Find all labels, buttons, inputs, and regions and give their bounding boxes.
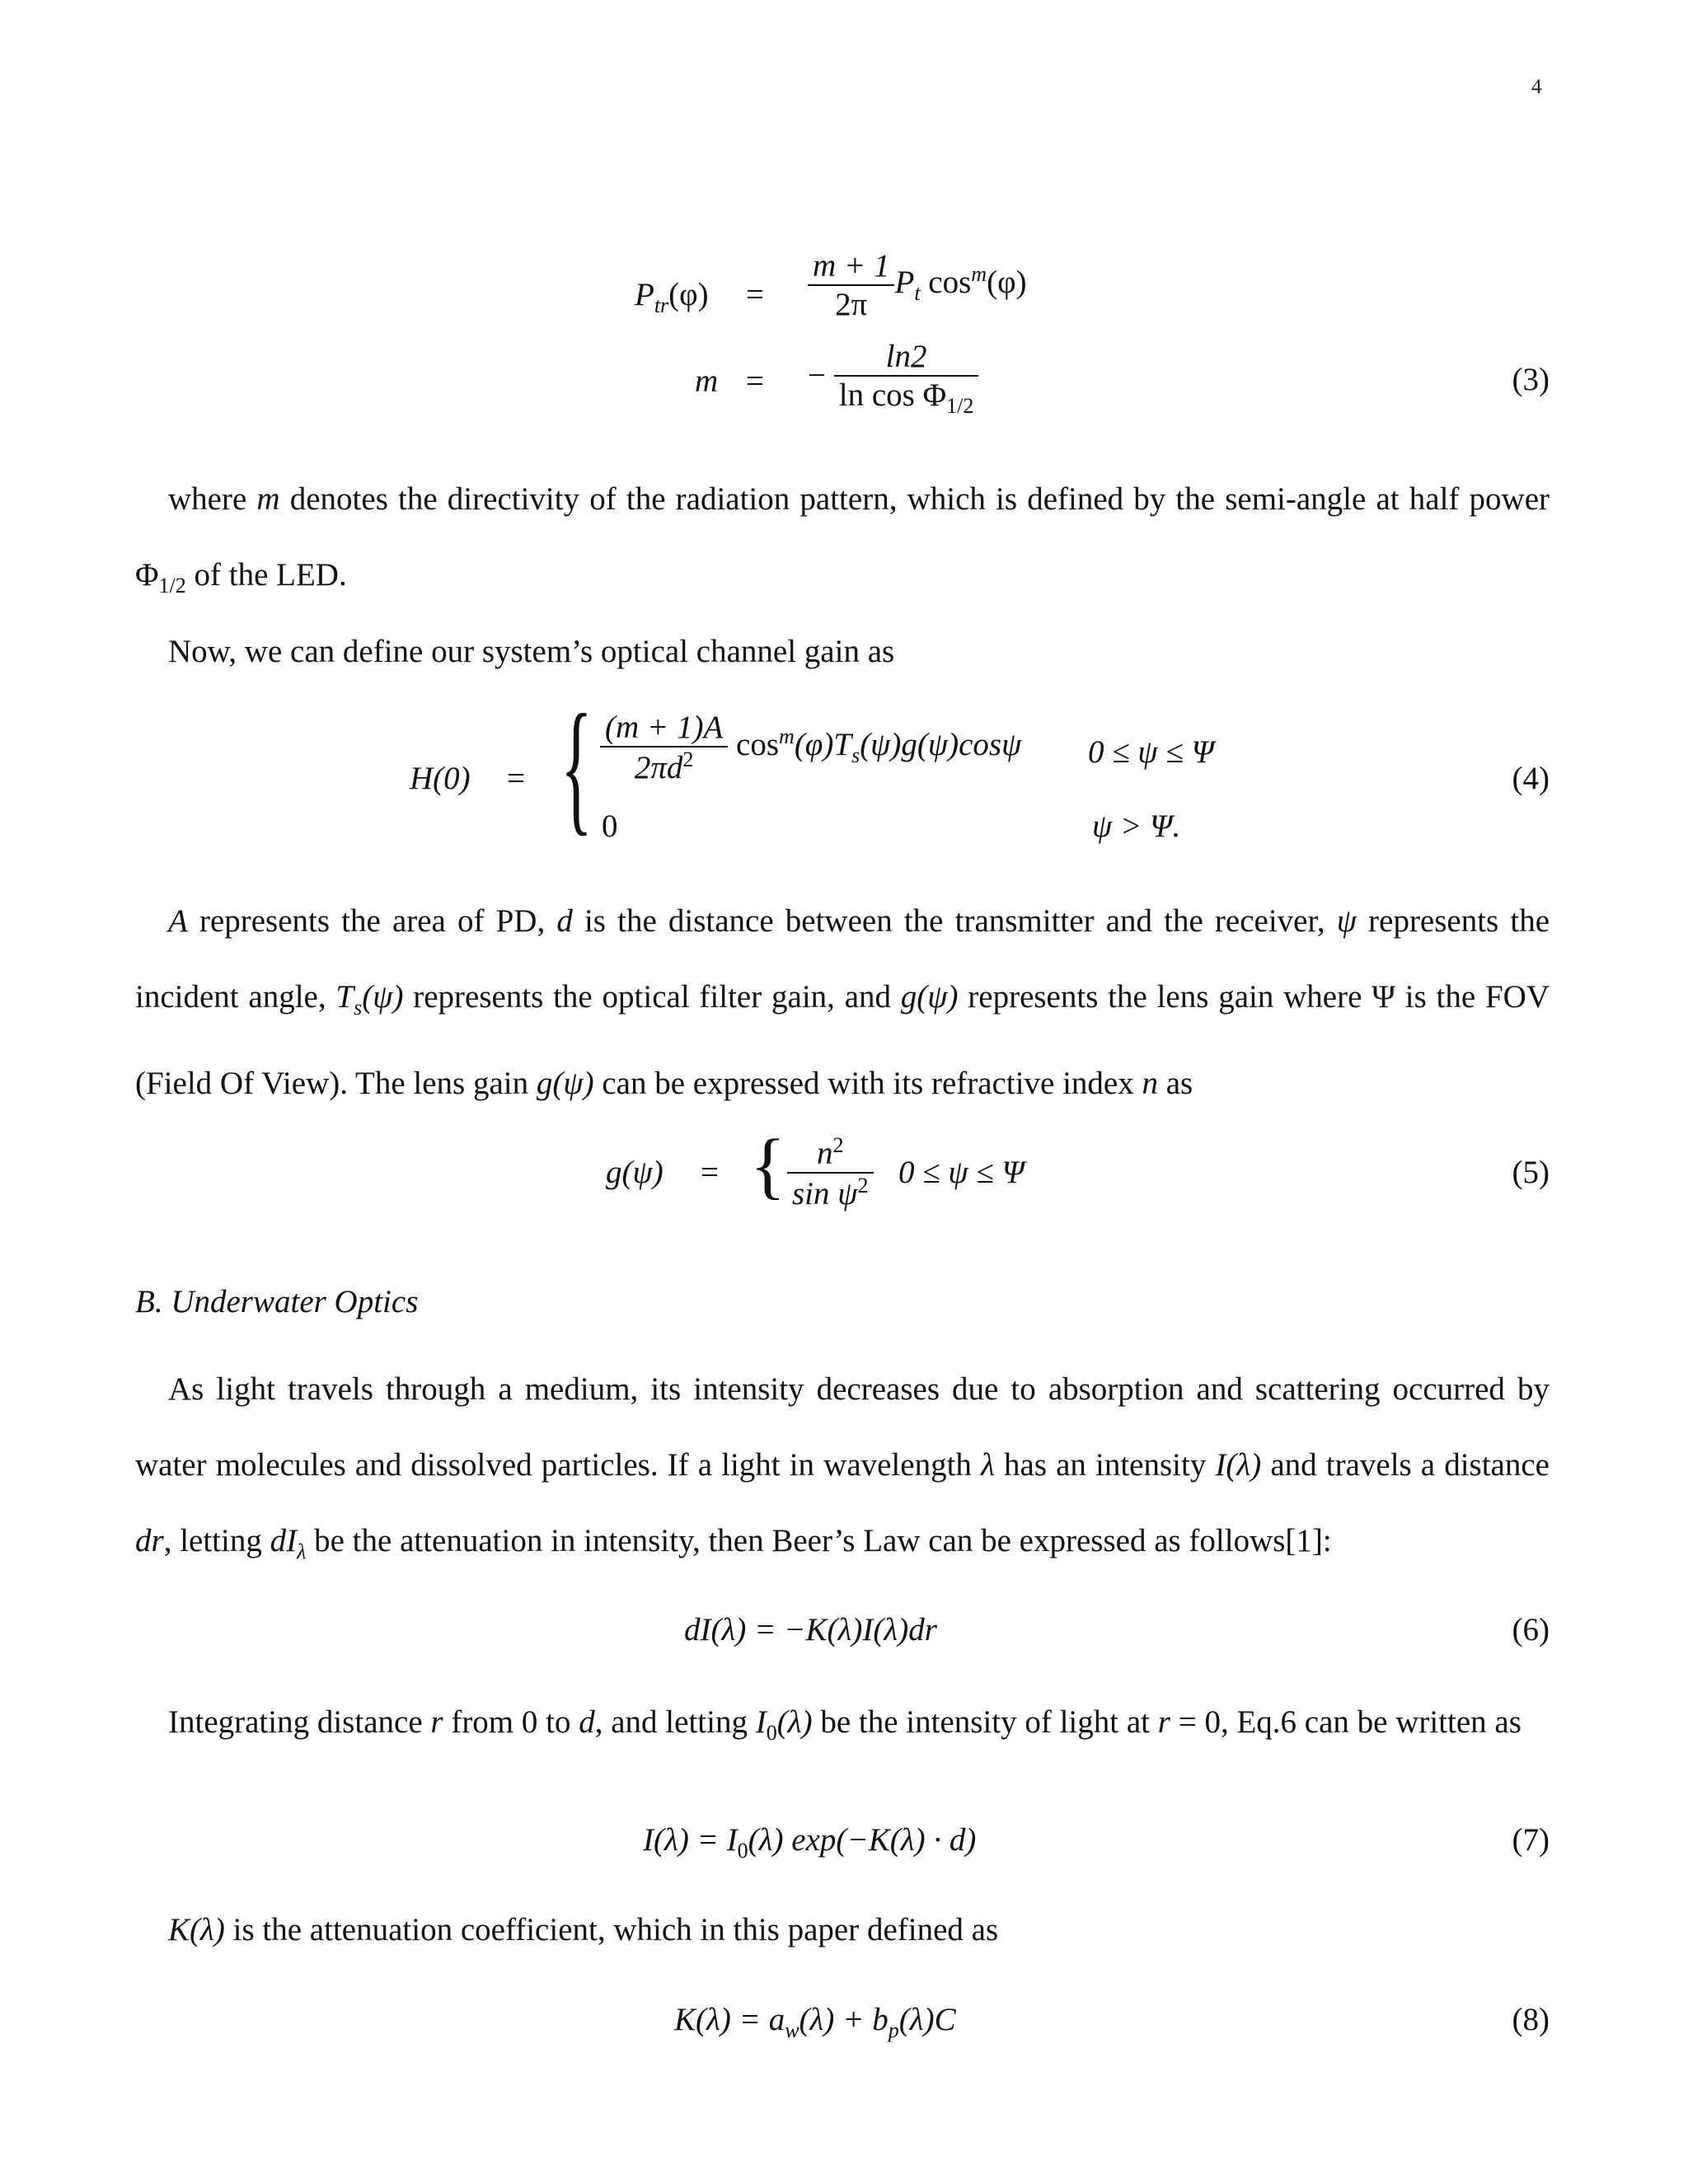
equation-8: $K(\lambda) = a_w(\lambda) + b_p(\lambda)C$ xyxy=(674,2002,956,2042)
paragraph: Now, we can define our system’s optical channel gain as xyxy=(168,634,895,669)
equation-3: $P_{tr}(\varphi)$ = $\frac{m + 1}{2\pi}$ $P_t$ $\cos^m(\varphi)$ m = − $\frac{\ln 2}{\ln \cos \Phi_{1/2}}$ (3) xyxy=(635,248,1550,418)
equation-8-number: (8) xyxy=(1512,2002,1550,2037)
equation-5: g(ψ) = { $\frac{n^2}{\sin \psi^2}$ 0 ≤ ψ ≤ Ψ (5) xyxy=(606,1125,1550,1212)
equation-4-number: (4) xyxy=(1512,761,1550,796)
equation-6: dI(λ) = −K(λ)I(λ)dr xyxy=(684,1612,937,1647)
paragraph: A represents the area of PD, d is the distance between the transmitter and the receiver, ψ represents the incident angle, $T_s(\psi)$ represents the optical filter gain, and g(ψ) represents the lens gain where Ψ is the FOV (Field Of View). The lens gain g(ψ) can be expressed with its refractive index n as xyxy=(135,903,1550,1101)
equation-4: H(0) = { $\frac{(m + 1)A}{2\pi d^2}$ $\cos^m(\varphi)T_s(\psi)g(\psi)\cos\psi$ 0 ≤ ψ ≤ Ψ 0 ψ > Ψ. (4) xyxy=(410,684,1550,848)
page-number: 4 xyxy=(1531,76,1542,98)
paragraph: Integrating distance r from 0 to d, and letting $I_0(\lambda)$ be the intensity of light at r = 0, Eq.6 can be written as xyxy=(168,1704,1522,1745)
brace-icon: { xyxy=(560,684,593,848)
equation-5-number: (5) xyxy=(1512,1155,1550,1190)
section-heading: B. Underwater Optics xyxy=(135,1284,419,1319)
paragraph: K(λ) is the attenuation coefficient, which in this paper defined as xyxy=(168,1912,999,1947)
equation-7-number: (7) xyxy=(1512,1822,1550,1858)
paragraph: As light travels through a medium, its intensity decreases due to absorption and scattering occurred by water molecules and dissolved particles. If a light in wavelength λ has an intensity I(λ) and travels a distance dr, letting $dI_\lambda$ be the attenuation in intensity, then Beer’s Law can be expressed as follows[1]: xyxy=(135,1371,1550,1563)
paragraph: where m denotes the directivity of the radiation pattern, which is defined by the semi-angle at half power $\Phi_{1/2}$ of the LED. xyxy=(135,481,1550,598)
equation-6-number: (6) xyxy=(1512,1612,1550,1647)
brace-icon: { xyxy=(750,1125,786,1207)
equation-7: $I(\lambda) = I_0(\lambda) \exp(-K(\lambda) \cdot d)$ xyxy=(643,1822,977,1863)
equation-3-number: (3) xyxy=(1512,362,1550,397)
